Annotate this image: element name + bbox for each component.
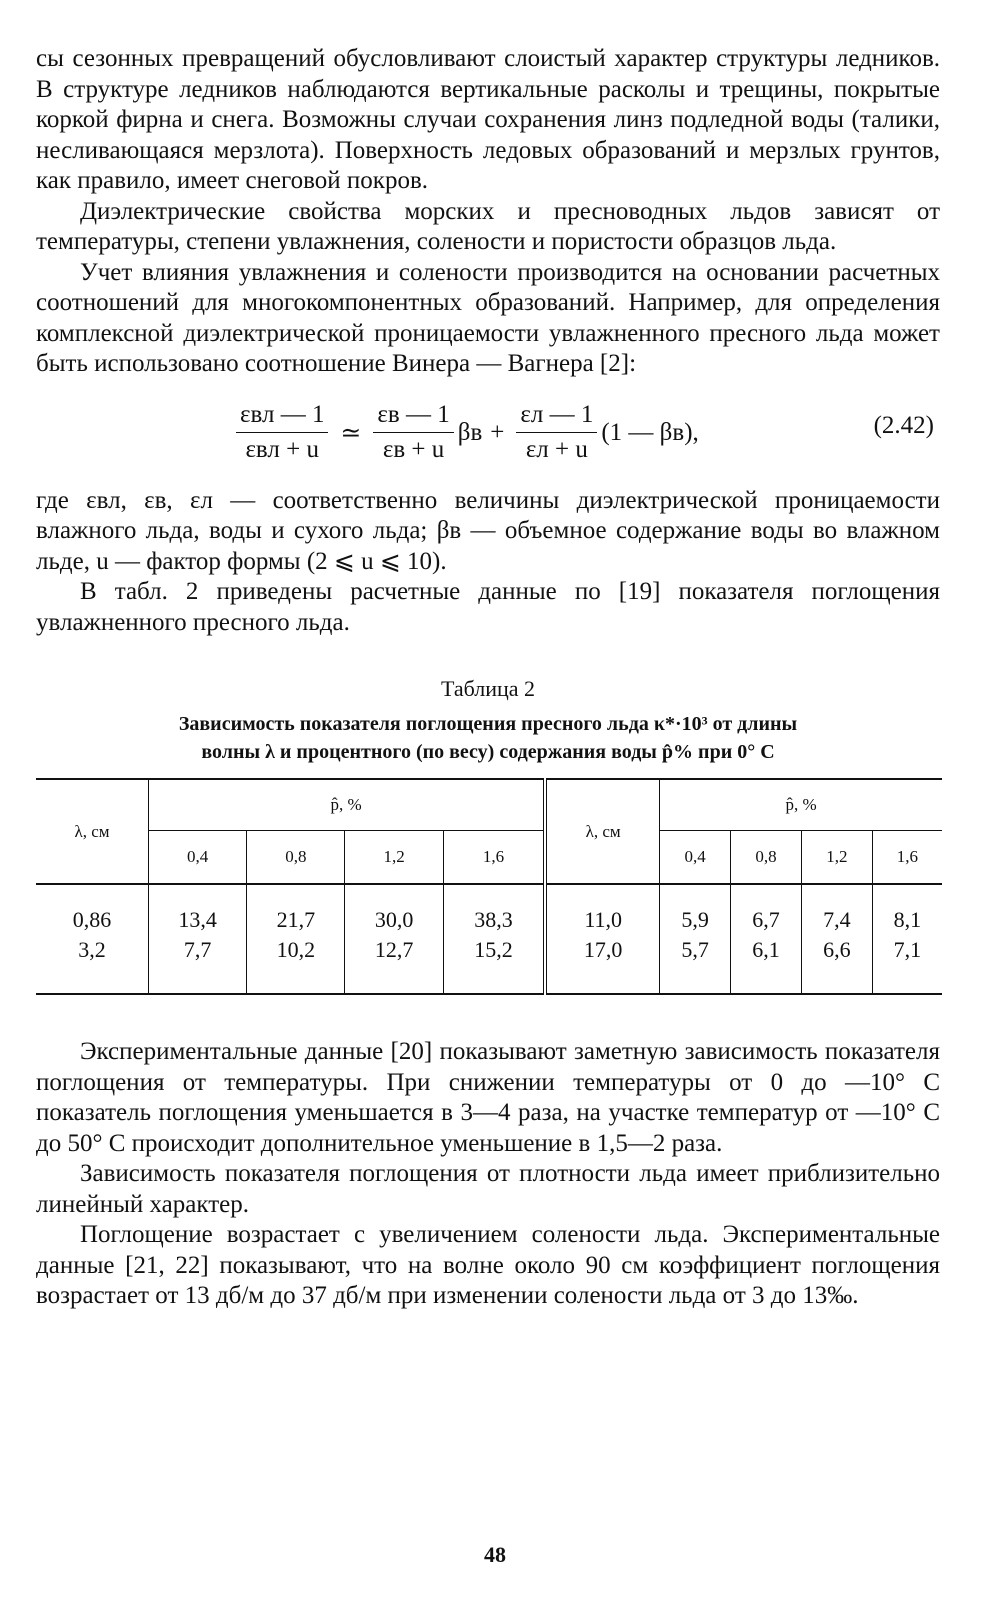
fraction-numerator: εв — 1 xyxy=(373,400,453,433)
plus-symbol: + xyxy=(490,418,505,446)
beta-symbol: βв xyxy=(457,418,483,446)
value-cell: 8,1 xyxy=(872,884,942,935)
formula-tail: (1 — βв), xyxy=(601,418,699,446)
column-header-p: p̂, % xyxy=(149,779,546,831)
value-cell: 6,7 xyxy=(731,884,802,935)
paragraph-8: Поглощение возрастает с увеличением солености льда. Экспериментальные данные [21, 22] показывают, что на волне около 90 см коэффициент поглощения возрастает от 13 дб/м до 37 дб/м при изменении солености льда от 3 до 13‰. xyxy=(36,1221,940,1309)
value-cell: 13,4 xyxy=(149,884,247,935)
table-title-line-2: волны λ и процентного (по весу) содержания воды p̂% при 0° С xyxy=(201,741,775,763)
formula-2-42 xyxy=(36,388,940,480)
value-cell: 10,2 xyxy=(247,935,345,994)
paragraph-7: Зависимость показателя поглощения от плотности льда имеет приблизительно линейный характер. xyxy=(36,1160,940,1218)
paragraph-1: сы сезонных превращений обусловливают слоистый характер структуры ледников. В структуре ледников наблюдаются вертикальные расколы и трещины, покрытые коркой фирна и снега. Возможны случаи сохранения линз подледной воды (талики, несливающаяся мерзлота). Поверхность ледовых образований и мерзлых грунтов, как правило, имеет снеговой покров. xyxy=(36,45,940,194)
paragraph-2: Диэлектрические свойства морских и пресноводных льдов зависят от температуры, степени увлажнения, солености и пористости образцов льда. xyxy=(36,197,940,255)
p-value-header: 1,6 xyxy=(872,831,942,885)
table-caption: Таблица 2 xyxy=(440,676,536,701)
absorption-table xyxy=(36,778,942,995)
fraction-numerator: εвл — 1 xyxy=(236,400,328,433)
lambda-cell: 11,0 xyxy=(545,884,660,935)
table-title-line-1: Зависимость показателя поглощения пресного льда κ*·10³ от длины xyxy=(178,713,798,735)
p-value-header: 0,8 xyxy=(247,831,345,885)
value-cell: 5,9 xyxy=(660,884,731,935)
fraction-dry-ice xyxy=(516,400,597,465)
value-cell: 7,1 xyxy=(872,935,942,994)
lambda-cell: 3,2 xyxy=(36,935,149,994)
approx-symbol: ≃ xyxy=(340,419,362,447)
paragraph-6: Экспериментальные данные [20] показывают заметную зависимость показателя поглощения от температуры. При снижении температуры от 0 до —10° С показатель поглощения уменьшается в 3—4 раза, на участке температур от —10° С до 50° С происходит дополнительное уменьшение в 1,5—2 раза. xyxy=(36,1038,940,1157)
value-cell: 7,7 xyxy=(149,935,247,994)
page-number: 48 xyxy=(484,1542,506,1567)
value-cell: 15,2 xyxy=(443,935,545,994)
value-cell: 30,0 xyxy=(345,884,443,935)
column-header-lambda: λ, см xyxy=(36,779,149,884)
fraction-denominator: εвл + u xyxy=(245,436,319,463)
page-content xyxy=(36,44,940,1312)
value-cell: 7,4 xyxy=(801,884,872,935)
fraction-denominator: εв + u xyxy=(382,436,445,463)
lambda-cell: 0,86 xyxy=(72,907,112,932)
p-value-header: 1,6 xyxy=(443,831,545,885)
value-cell: 21,7 xyxy=(247,884,345,935)
value-cell: 5,7 xyxy=(660,935,731,994)
paragraph-4: где εвл, εв, εл — соответственно величины диэлектрической проницаемости влажного льда, воды и сухого льда; βв — объемное содержание воды во влажном льде, u — фактор формы (2 ⩽ u ⩽ 10). xyxy=(36,486,940,575)
column-header-p: p̂, % xyxy=(660,779,942,831)
table-title xyxy=(36,710,940,766)
value-cell: 38,3 xyxy=(443,884,545,935)
column-header-lambda: λ, см xyxy=(545,779,660,884)
p-value-header: 0,4 xyxy=(660,831,731,885)
lambda-cell: 17,0 xyxy=(545,935,660,994)
table-row xyxy=(36,935,942,994)
equation-number: (2.42) xyxy=(873,411,934,439)
value-cell: 6,6 xyxy=(801,935,872,994)
paragraph-5: В табл. 2 приведены расчетные данные по [19] показателя поглощения увлажненного пресного льда. xyxy=(36,578,940,636)
value-cell: 6,1 xyxy=(731,935,802,994)
p-value-header: 0,4 xyxy=(149,831,247,885)
p-value-header: 0,8 xyxy=(731,831,802,885)
fraction-numerator: εл — 1 xyxy=(516,400,597,433)
value-cell: 12,7 xyxy=(345,935,443,994)
p-value-header: 1,2 xyxy=(345,831,443,885)
fraction-denominator: εл + u xyxy=(525,436,588,463)
formula-expression xyxy=(232,396,699,470)
paragraph-3: Учет влияния увлажнения и солености производится на основании расчетных соотношений для многокомпонентных образований. Например, для определения комплексной диэлектрической проницаемости увлажненного пресного льда может быть использовано соотношение Винера — Вагнера [2]: xyxy=(36,258,940,377)
p-value-header: 1,2 xyxy=(801,831,872,885)
table-row xyxy=(36,884,942,935)
fraction-water xyxy=(373,400,453,465)
fraction-wet-ice xyxy=(236,400,328,465)
